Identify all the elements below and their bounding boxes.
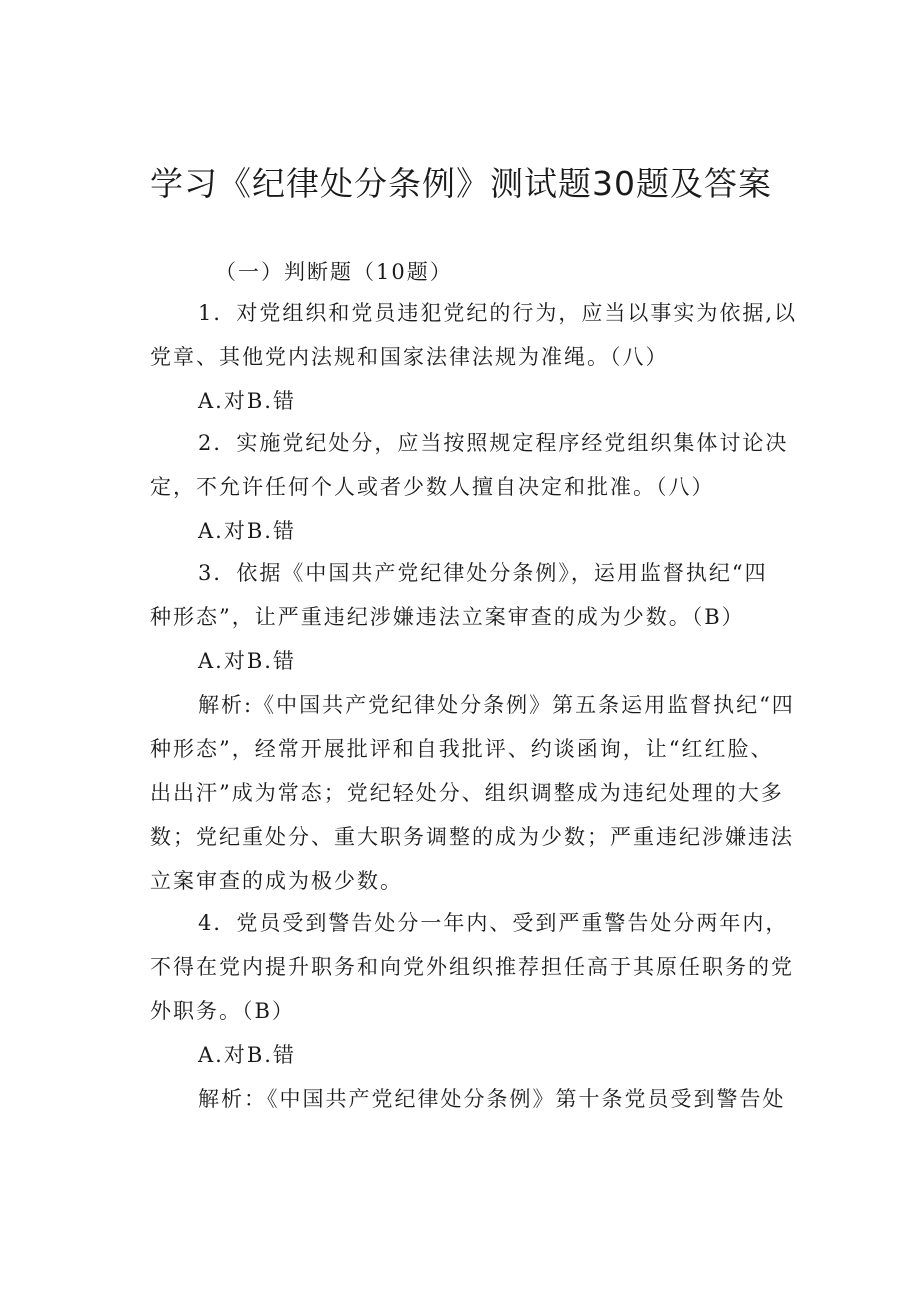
question-2-text-line-2: 定，不允许任何个人或者少数人擅自决定和批准。（八）: [150, 475, 715, 499]
question-3-analysis-line-2: 种形态”，经常开展批评和自我批评、约谈函询，让“红红脸、: [150, 737, 774, 761]
question-3-analysis-line-3: 出出汗”成为常态；党纪轻处分、组织调整成为违纪处理的大多: [150, 781, 784, 805]
question-3-text-line-1: 3．依据《中国共产党纪律处分条例》，运用监督执纪“四: [198, 561, 768, 585]
question-4-analysis-line-1: 解析：《中国共产党纪律处分条例》第十条党员受到警告处: [198, 1087, 786, 1111]
question-3-text-line-2: 种形态”，让严重违纪涉嫌违法立案审查的成为少数。（B）: [150, 605, 745, 629]
section-heading: （一）判断题（10题）: [215, 260, 453, 284]
question-1-text-line-1: 1．对党组织和党员违犯党纪的行为，应当以事实为依据,以: [198, 301, 798, 325]
question-1-options: A.对B.错: [198, 389, 296, 413]
question-2-options: A.对B.错: [198, 519, 296, 543]
question-4-text-line-1: 4．党员受到警告处分一年内、受到严重警告处分两年内，: [198, 911, 789, 935]
question-3-options: A.对B.错: [198, 649, 296, 673]
question-4-options: A.对B.错: [198, 1043, 296, 1067]
question-4-text-line-3: 外职务。（B）: [150, 999, 295, 1023]
question-4-text-line-2: 不得在党内提升职务和向党外组织推荐担任高于其原任职务的党: [150, 955, 794, 979]
question-2-text-line-1: 2．实施党纪处分，应当按照规定程序经党组织集体讨论决: [198, 431, 789, 455]
question-1-text-line-2: 党章、其他党内法规和国家法律法规为准绳。（八）: [150, 345, 669, 369]
document-title: 学习《纪律处分条例》测试题30题及答案: [150, 164, 772, 203]
question-3-analysis-line-5: 立案审查的成为极少数。: [150, 869, 403, 893]
question-3-analysis-line-4: 数；党纪重处分、重大职务调整的成为少数；严重违纪涉嫌违法: [150, 825, 794, 849]
question-3-analysis-line-1: 解析:《中国共产党纪律处分条例》第五条运用监督执纪“四: [198, 693, 795, 717]
